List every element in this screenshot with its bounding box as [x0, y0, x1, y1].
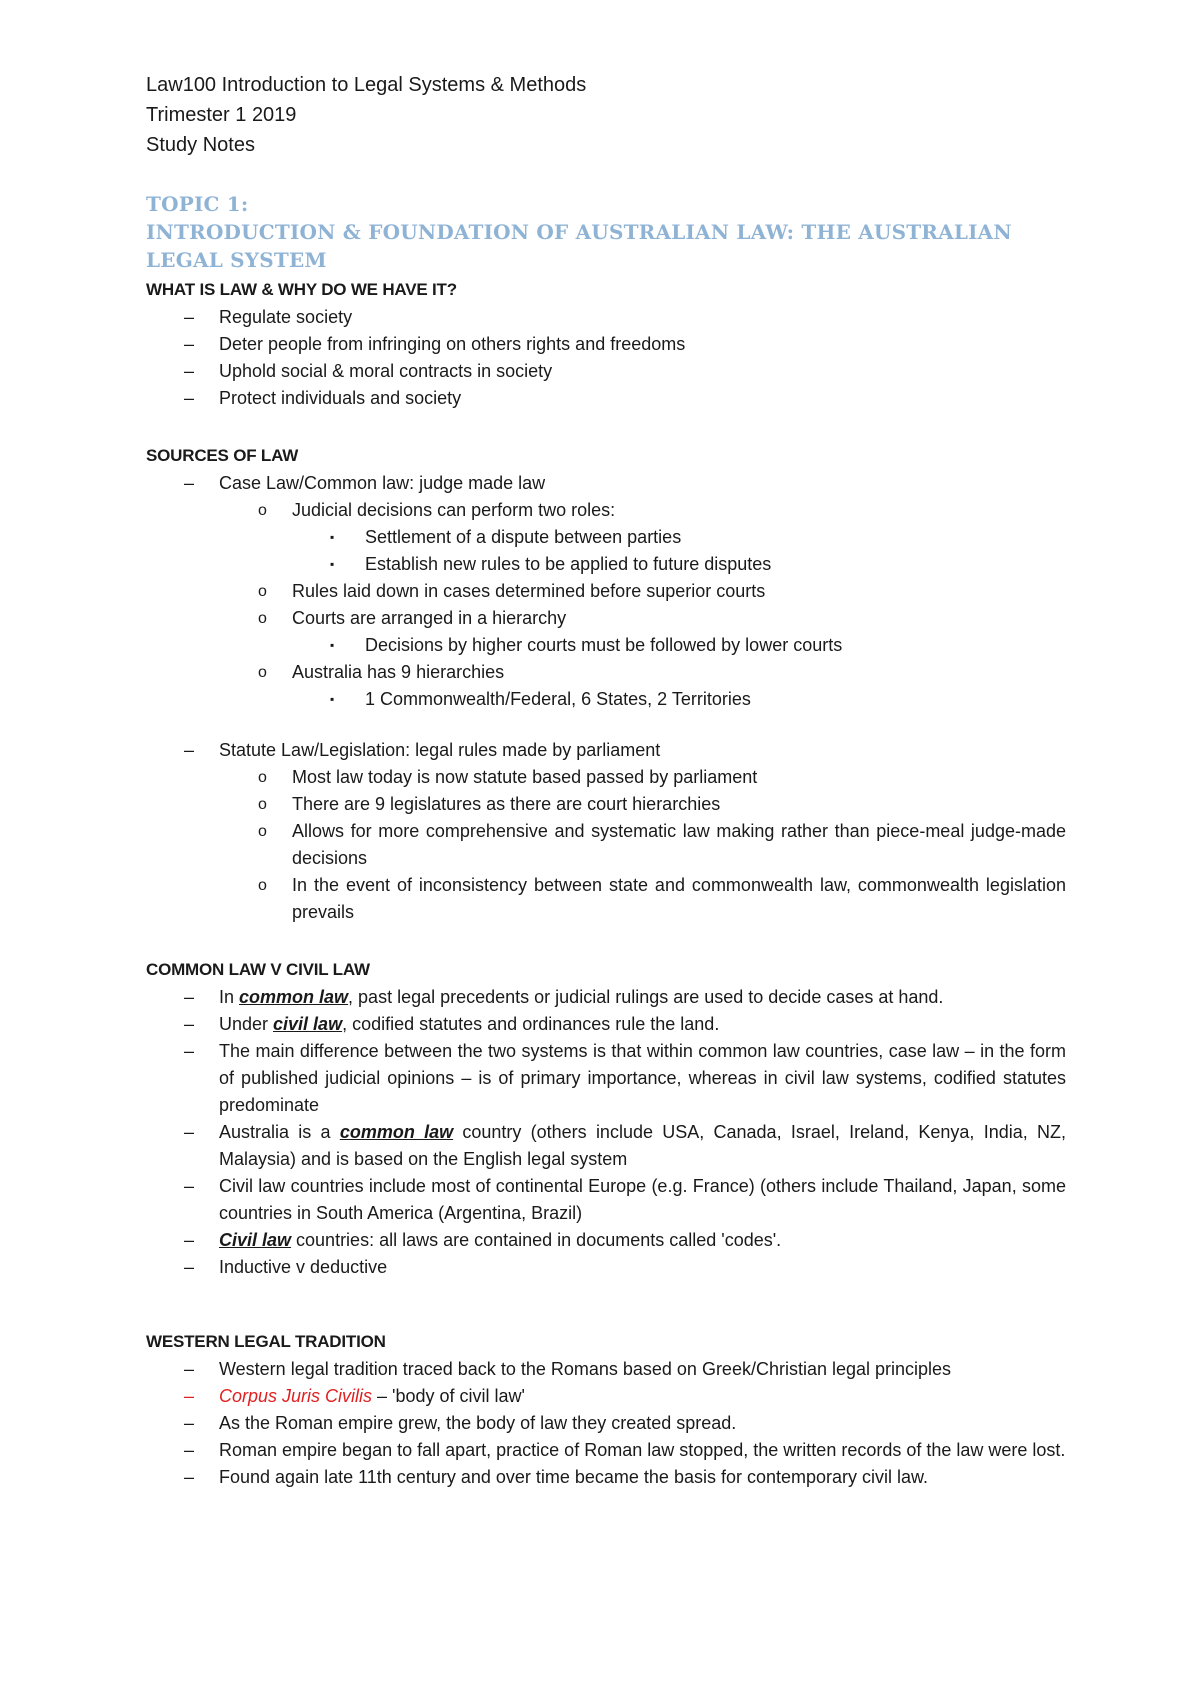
dash-bullet: – [184, 361, 195, 381]
dash-bullet: – [184, 334, 195, 354]
dash-bullet: – [184, 1413, 195, 1433]
list-item: – Found again late 11th century and over time became the basis for contemporary civil law. [146, 1464, 1066, 1491]
dash-bullet: – [184, 740, 195, 760]
dash-bullet: – [184, 987, 195, 1007]
dash-bullet: – [184, 1041, 195, 1061]
list-item: – Inductive v deductive [146, 1254, 1066, 1281]
circle-bullet: o [258, 769, 267, 786]
list-item: – As the Roman empire grew, the body of law they created spread. [146, 1410, 1066, 1437]
circle-bullet: o [258, 664, 267, 681]
dash-bullet: – [184, 1176, 195, 1196]
list-item: o Allows for more comprehensive and systematic law making rather than piece-meal judge-made decisions [146, 818, 1066, 872]
list-item: – Regulate society [146, 304, 1066, 331]
dash-bullet: – [184, 1386, 195, 1406]
list-item: o In the event of inconsistency between state and commonwealth law, commonwealth legislation prevails [146, 872, 1066, 926]
list-item: ▪ Settlement of a dispute between parties [146, 524, 1066, 551]
section-heading: WHAT IS LAW & WHY DO WE HAVE IT? [146, 280, 457, 299]
circle-bullet: o [258, 502, 267, 519]
list-item: – Under civil law, codified statutes and ordinances rule the land. [146, 1011, 1066, 1038]
doc-type-label: Study Notes [146, 134, 255, 156]
list-item: – Civil law countries include most of continental Europe (e.g. France) (others include Thailand, Japan, some countries in South America (Argentina, Brazil) [146, 1173, 1066, 1227]
circle-bullet: o [258, 796, 267, 813]
section-heading: SOURCES OF LAW [146, 446, 299, 465]
square-bullet: ▪ [330, 638, 335, 652]
list-item: – Case Law/Common law: judge made law [146, 470, 1066, 497]
section-common-v-civil [146, 956, 1066, 1281]
section-heading: COMMON LAW V CIVIL LAW [146, 960, 370, 979]
dash-bullet: – [184, 1230, 195, 1250]
list-item: o Judicial decisions can perform two roles: [146, 497, 1066, 524]
list-item: o Rules laid down in cases determined before superior courts [146, 578, 1066, 605]
highlighted-term: Corpus Juris Civilis [219, 1386, 373, 1406]
list-item: – Civil law countries: all laws are contained in documents called 'codes'. [146, 1227, 1066, 1254]
section-western-legal-tradition [146, 1328, 1066, 1491]
dash-bullet: – [184, 1122, 195, 1142]
emphasis-text: civil law [273, 1014, 343, 1034]
list-item: – Australia is a common law country (others include USA, Canada, Israel, Ireland, Kenya, India, NZ, Malaysia) and is based on the English legal system [146, 1119, 1066, 1173]
document-header [146, 70, 586, 160]
list-item: – Western legal tradition traced back to the Romans based on Greek/Christian legal principles [146, 1356, 1066, 1383]
emphasis-text: common law [339, 1122, 454, 1142]
topic-title: INTRODUCTION & FOUNDATION OF AUSTRALIAN LAW: THE AUSTRALIAN LEGAL SYSTEM [146, 220, 1012, 272]
list-item: o Australia has 9 hierarchies [146, 659, 1066, 686]
list-item: – Protect individuals and society [146, 385, 1066, 412]
term-label: Trimester 1 2019 [146, 104, 297, 126]
section-heading: WESTERN LEGAL TRADITION [146, 1332, 386, 1351]
list-item: – The main difference between the two systems is that within common law countries, case law – in the form of published judicial opinions – is of primary importance, whereas in civil law systems, codified statutes predominate [146, 1038, 1066, 1119]
dash-bullet: – [184, 1257, 195, 1277]
emphasis-text: Civil law [219, 1230, 292, 1250]
list-item: – Statute Law/Legislation: legal rules made by parliament [146, 737, 1066, 764]
dash-bullet: – [184, 1440, 195, 1460]
circle-bullet: o [258, 610, 267, 627]
list-item: ▪ Decisions by higher courts must be followed by lower courts [146, 632, 1066, 659]
circle-bullet: o [258, 877, 267, 894]
list-item: – Roman empire began to fall apart, practice of Roman law stopped, the written records of the law were lost. [146, 1437, 1066, 1464]
section-sources-of-law [146, 442, 1066, 926]
list-item: o Courts are arranged in a hierarchy [146, 605, 1066, 632]
circle-bullet: o [258, 823, 267, 840]
square-bullet: ▪ [330, 557, 335, 571]
list-item: ▪ 1 Commonwealth/Federal, 6 States, 2 Territories [146, 686, 1066, 713]
list-item: – In common law, past legal precedents or judicial rulings are used to decide cases at hand. [146, 984, 1066, 1011]
dash-bullet: – [184, 1467, 195, 1487]
dash-bullet: – [184, 473, 195, 493]
topic-heading [146, 190, 1076, 274]
emphasis-text: common law [239, 987, 349, 1007]
section-what-is-law [146, 276, 1066, 412]
list-item: ▪ Establish new rules to be applied to future disputes [146, 551, 1066, 578]
dash-bullet: – [184, 307, 195, 327]
dash-bullet: – [184, 1359, 195, 1379]
list-item: – Uphold social & moral contracts in society [146, 358, 1066, 385]
topic-label: TOPIC 1: [146, 192, 249, 216]
course-title: Law100 Introduction to Legal Systems & Methods [146, 74, 587, 96]
circle-bullet: o [258, 583, 267, 600]
square-bullet: ▪ [330, 530, 335, 544]
list-item: – Corpus Juris Civilis – 'body of civil law' [146, 1383, 1066, 1410]
list-item: – Deter people from infringing on others rights and freedoms [146, 331, 1066, 358]
list-item: o There are 9 legislatures as there are court hierarchies [146, 791, 1066, 818]
dash-bullet: – [184, 1014, 195, 1034]
square-bullet: ▪ [330, 692, 335, 706]
dash-bullet: – [184, 388, 195, 408]
list-item: o Most law today is now statute based passed by parliament [146, 764, 1066, 791]
